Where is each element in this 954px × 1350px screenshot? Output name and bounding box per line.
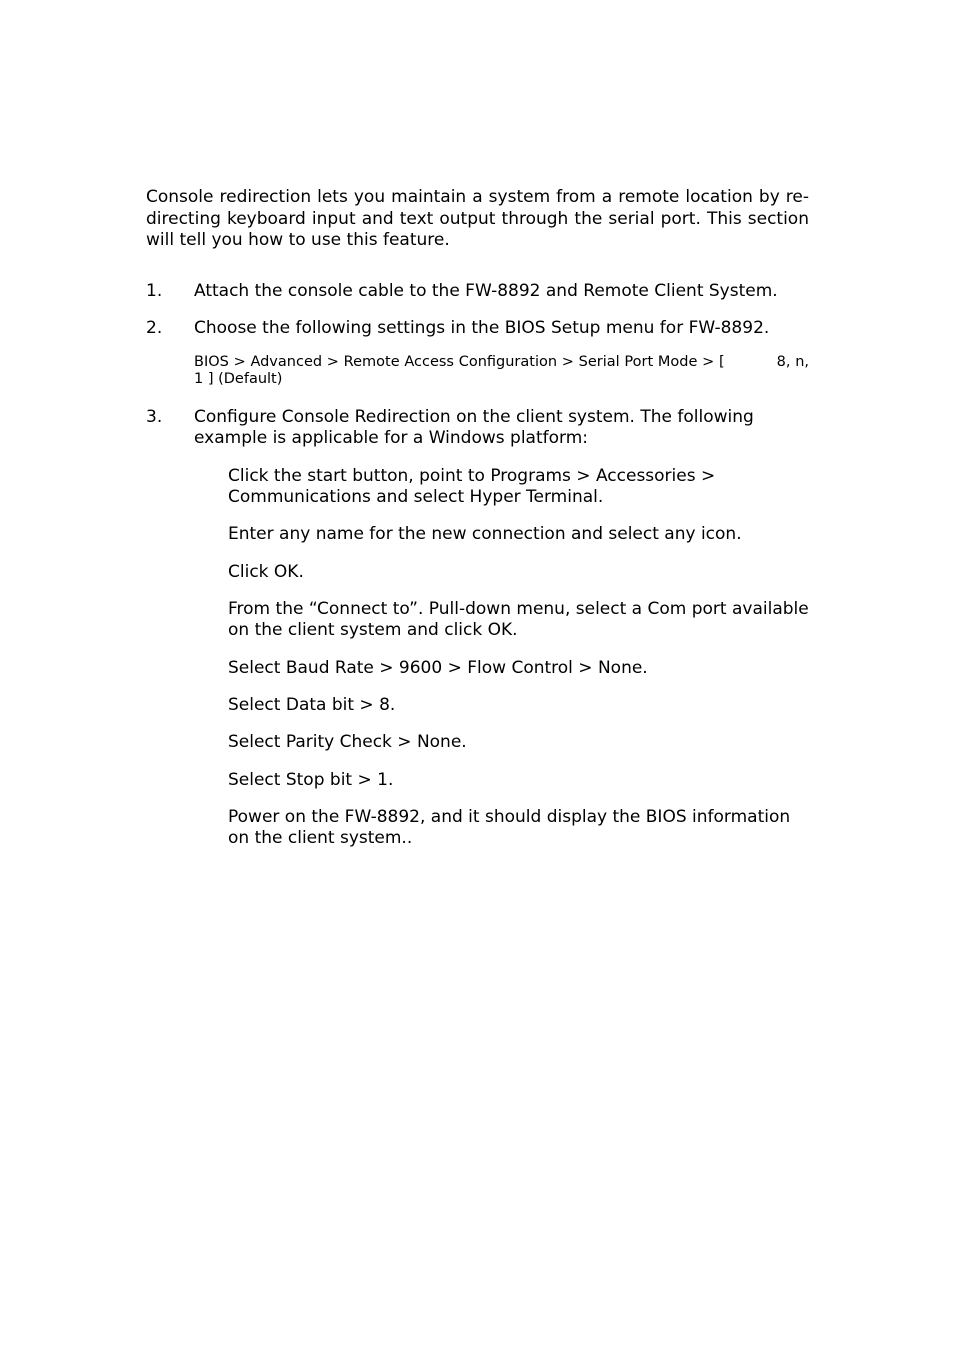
substeps-list <box>146 466 809 850</box>
bios-path-part-3: 1 ] (Default <box>194 370 277 387</box>
substep-item: Select Parity Check > None. <box>228 732 467 753</box>
substep-item: Click OK. <box>228 561 304 582</box>
step-number: 2. <box>146 318 163 338</box>
substep-item: Select Data bit > 8. <box>228 694 396 715</box>
bios-settings-path <box>146 354 809 388</box>
substep-item: Select Baud Rate > 9600 > Flow Control > None. <box>228 657 648 678</box>
substep-item: Enter any name for the new connection and select any icon. <box>228 524 742 545</box>
bios-path-part-2: 8, n, <box>776 353 809 370</box>
step-text: Configure Console Redirection on the client system. The following example is applicable for a Windows platform: <box>194 406 754 448</box>
step-text: Attach the console cable to the FW-8892 and Remote Client System. <box>194 280 778 301</box>
step-3 <box>146 407 809 450</box>
substep-item: From the “Connect to”. Pull-down menu, select a Com port available on the client system and click OK. <box>228 598 809 641</box>
substep-item: Power on the FW-8892, and it should display the BIOS information on the client system.. <box>228 806 791 849</box>
intro-paragraph: Console redirection lets you maintain a system from a remote location by re-directing keyboard input and text output through the serial port. This section will tell you how to use this feature. <box>146 187 809 250</box>
step-1 <box>146 281 809 303</box>
step-number: 1. <box>146 280 163 301</box>
substep-item: Select Stop bit > 1. <box>228 769 394 790</box>
document-page <box>146 187 809 866</box>
bios-path-part-1: BIOS > Advanced > Remote Access Configuration > Serial Port Mode > [ <box>194 353 725 370</box>
substep-item: Click the start button, point to Programs > Accessories > Communications and select Hyper Terminal. <box>228 465 716 507</box>
step-text: Choose the following settings in the BIOS Setup menu for FW-8892. <box>194 318 770 338</box>
bios-path-part-4: ) <box>276 370 283 387</box>
steps-list <box>146 281 809 450</box>
step-2 <box>146 318 809 340</box>
step-number: 3. <box>146 406 163 427</box>
